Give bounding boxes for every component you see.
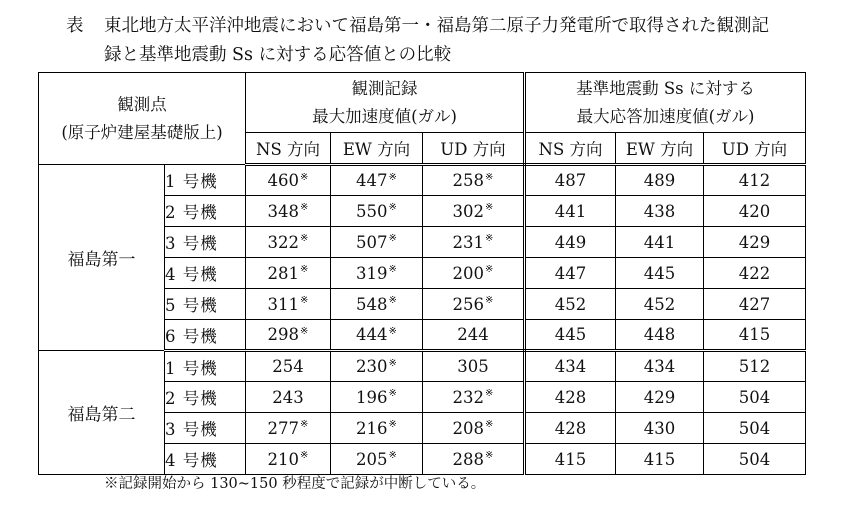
observed-value-cell [246, 258, 331, 289]
ss-response-value: 412 [704, 165, 806, 196]
table-caption [66, 12, 826, 70]
ss-response-value: 422 [704, 258, 806, 289]
observed-value-cell [331, 351, 423, 382]
header-observation-point [39, 73, 246, 165]
observed-value: 256 [452, 294, 485, 314]
caption-label: 表 [66, 16, 84, 36]
header-ss-line-2: 最大応答加速度値(ガル) [576, 106, 755, 126]
interruption-mark: ※ [300, 419, 309, 430]
header-point-line-1: 観測点 [117, 94, 167, 114]
header-observed-line-1: 観測記録 [351, 78, 418, 98]
interruption-mark: ※ [300, 171, 309, 183]
interruption-mark: ※ [388, 233, 397, 244]
observed-value: 311 [267, 294, 300, 314]
observed-value-cell [246, 382, 331, 413]
observed-value-cell [423, 289, 525, 320]
observed-value-cell [423, 196, 525, 227]
observed-value-cell [423, 413, 525, 444]
interruption-mark: ※ [300, 295, 309, 306]
observed-value: 231 [452, 232, 485, 252]
observed-value: 244 [457, 325, 489, 344]
ss-response-value: 415 [616, 444, 704, 475]
observed-value: 208 [452, 418, 485, 438]
observed-value-cell [246, 413, 331, 444]
header-direction: EW 方向 [616, 133, 704, 165]
header-observed-line-2: 最大加速度値(ガル) [312, 106, 457, 126]
header-direction: NS 方向 [525, 133, 616, 165]
observed-value-cell [423, 258, 525, 289]
header-ss-line-1: 基準地震動 Ss に対する [576, 78, 755, 98]
ss-response-value: 512 [704, 351, 806, 382]
ss-response-value: 504 [704, 413, 806, 444]
interruption-mark: ※ [388, 419, 397, 430]
unit-name: 6 号機 [165, 320, 246, 351]
observed-value-cell [246, 165, 331, 196]
observed-value: 302 [452, 201, 485, 221]
interruption-mark: ※ [485, 171, 494, 183]
observed-value: 210 [267, 449, 300, 469]
observed-value-cell [331, 227, 423, 258]
header-row-1 [39, 73, 806, 133]
observed-value-cell [246, 227, 331, 258]
header-point-line-2: (原子炉建屋基礎版上) [61, 122, 223, 142]
ss-response-value: 452 [616, 289, 704, 320]
interruption-mark: ※ [300, 325, 309, 337]
observed-value: 230 [356, 357, 388, 376]
interruption-mark: ※ [300, 233, 309, 244]
interruption-mark: ※ [300, 264, 309, 275]
observed-value-cell [246, 351, 331, 382]
interruption-mark: ※ [388, 295, 397, 306]
ss-response-value: 429 [616, 382, 704, 413]
ss-response-value: 448 [616, 320, 704, 351]
ss-response-value: 445 [616, 258, 704, 289]
observed-value: 507 [356, 232, 388, 252]
unit-name: 3 号機 [165, 227, 246, 258]
observed-value: 548 [356, 294, 388, 314]
observed-value-cell [423, 165, 525, 196]
header-ss-response [525, 73, 806, 133]
observed-value-cell [246, 320, 331, 351]
ss-response-value: 489 [616, 165, 704, 196]
observed-value: 298 [267, 325, 300, 344]
observed-value: 319 [356, 263, 388, 283]
header-direction: UD 方向 [423, 133, 525, 165]
interruption-mark: ※ [485, 202, 494, 213]
interruption-mark: ※ [485, 419, 494, 430]
ss-response-value: 441 [616, 227, 704, 258]
unit-name: 4 号機 [165, 258, 246, 289]
observed-value-cell [331, 258, 423, 289]
observed-value-cell [331, 382, 423, 413]
ss-response-value: 438 [616, 196, 704, 227]
observed-value: 232 [452, 387, 485, 407]
interruption-mark: ※ [388, 357, 397, 369]
observed-value: 447 [356, 171, 388, 190]
table-row [39, 351, 806, 382]
unit-name: 5 号機 [165, 289, 246, 320]
observed-value-cell [246, 444, 331, 475]
ss-response-value: 487 [525, 165, 616, 196]
ss-response-value: 428 [525, 413, 616, 444]
observed-value: 254 [272, 357, 304, 376]
observed-value: 305 [457, 357, 489, 376]
table-row [39, 165, 806, 196]
ss-response-value: 434 [616, 351, 704, 382]
ss-response-value: 449 [525, 227, 616, 258]
caption-line-2: 録と基準地震動 Ss に対する応答値との比較 [104, 45, 452, 65]
observed-value-cell [331, 444, 423, 475]
observed-value: 258 [452, 171, 485, 190]
observed-value: 444 [356, 325, 388, 344]
interruption-mark: ※ [388, 325, 397, 337]
observed-value: 460 [267, 171, 300, 190]
header-direction: EW 方向 [331, 133, 423, 165]
interruption-mark: ※ [300, 202, 309, 213]
observed-value-cell [423, 351, 525, 382]
interruption-mark: ※ [485, 264, 494, 275]
observed-value-cell [331, 289, 423, 320]
ss-response-value: 428 [525, 382, 616, 413]
unit-name: 2 号機 [165, 196, 246, 227]
unit-name: 1 号機 [165, 165, 246, 196]
caption-text-1: 東北地方太平洋沖地震において福島第一・福島第二原子力発電所で取得された観測記 [104, 16, 769, 36]
observed-value: 200 [452, 263, 485, 283]
ss-response-value: 427 [704, 289, 806, 320]
footnote: ※記録開始から 130~150 秒程度で記録が中断している。 [104, 476, 486, 492]
observed-value: 196 [356, 387, 388, 407]
observed-value-cell [246, 289, 331, 320]
header-direction: NS 方向 [246, 133, 331, 165]
observed-value-cell [331, 320, 423, 351]
ss-response-value: 429 [704, 227, 806, 258]
unit-name: 4 号機 [165, 444, 246, 475]
interruption-mark: ※ [388, 202, 397, 213]
observed-value: 277 [267, 418, 300, 438]
ss-response-value: 430 [616, 413, 704, 444]
interruption-mark: ※ [485, 233, 494, 244]
header-direction: UD 方向 [704, 133, 806, 165]
observed-value-cell [423, 227, 525, 258]
observed-value-cell [331, 196, 423, 227]
ss-response-value: 415 [704, 320, 806, 351]
ss-response-value: 434 [525, 351, 616, 382]
interruption-mark: ※ [300, 450, 309, 461]
observed-value: 550 [356, 201, 388, 221]
ss-response-value: 445 [525, 320, 616, 351]
interruption-mark: ※ [485, 388, 494, 399]
observed-value: 281 [267, 263, 300, 283]
ss-response-value: 504 [704, 444, 806, 475]
observed-value-cell [423, 444, 525, 475]
comparison-table [38, 72, 806, 475]
interruption-mark: ※ [388, 264, 397, 275]
site-name: 福島第一 [39, 165, 165, 351]
interruption-mark: ※ [388, 171, 397, 183]
observed-value: 205 [356, 449, 388, 469]
interruption-mark: ※ [485, 295, 494, 306]
observed-value: 216 [356, 418, 388, 438]
unit-name: 1 号機 [165, 351, 246, 382]
ss-response-value: 447 [525, 258, 616, 289]
observed-value: 348 [267, 201, 300, 221]
observed-value-cell [331, 165, 423, 196]
unit-name: 3 号機 [165, 413, 246, 444]
interruption-mark: ※ [388, 388, 397, 399]
ss-response-value: 452 [525, 289, 616, 320]
ss-response-value: 504 [704, 382, 806, 413]
ss-response-value: 441 [525, 196, 616, 227]
observed-value-cell [423, 382, 525, 413]
interruption-mark: ※ [485, 450, 494, 461]
header-observed-record [246, 73, 525, 133]
observed-value: 243 [272, 387, 304, 407]
observed-value: 322 [267, 232, 300, 252]
caption-line-1 [66, 12, 826, 41]
observed-value-cell [331, 413, 423, 444]
observed-value-cell [246, 196, 331, 227]
observed-value-cell [423, 320, 525, 351]
site-name: 福島第二 [39, 351, 165, 475]
observed-value: 288 [452, 449, 485, 469]
interruption-mark: ※ [388, 450, 397, 461]
ss-response-value: 420 [704, 196, 806, 227]
ss-response-value: 415 [525, 444, 616, 475]
unit-name: 2 号機 [165, 382, 246, 413]
